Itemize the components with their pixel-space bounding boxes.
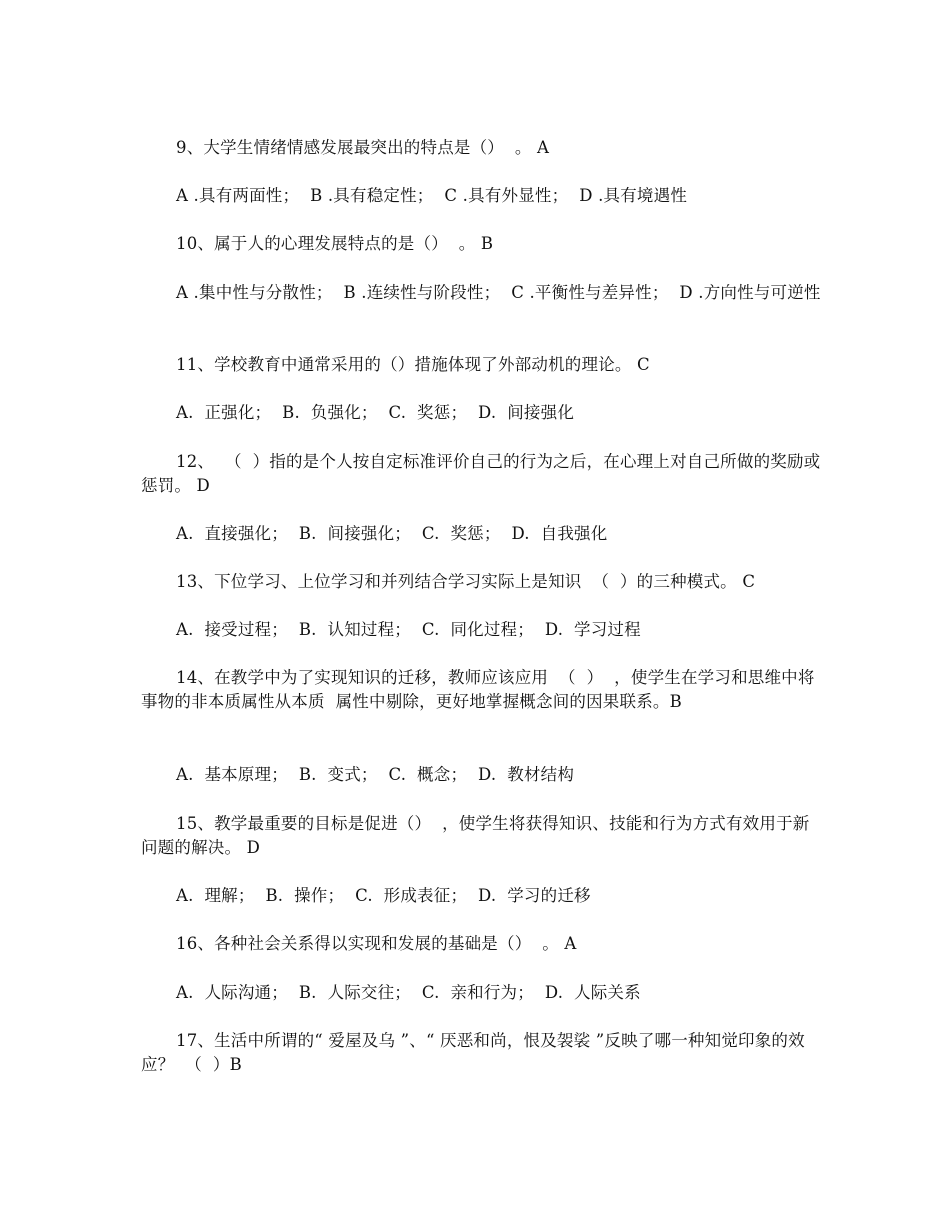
question-9-options: A .具有两面性； B .具有稳定性； C .具有外显性； D .具有境遇性 bbox=[176, 186, 688, 205]
question-11-options: A. 正强化； B. 负强化； C. 奖惩； D. 间接强化 bbox=[176, 403, 575, 422]
question-10-options: A .集中性与分散性； B .连续性与阶段性； C .平衡性与差异性； D .方向性与可逆性 bbox=[176, 283, 821, 302]
question-16-options: A. 人际沟通； B. 人际交往； C. 亲和行为； D. 人际关系 bbox=[176, 983, 641, 1002]
question-14-stem: 14、在教学中为了实现知识的迁移，教师应该应用 （ ） ，使学生在学习和思维中将事物的非本质属性从本质 属性中剔除，更好地掌握概念间的因果联系。B bbox=[141, 668, 815, 711]
question-16-stem: 16、各种社会关系得以实现和发展的基础是（） 。 A bbox=[176, 934, 577, 953]
question-12-stem: 12、 （ ）指的是个人按自定标准评价自己的行为之后，在心理上对自己所做的奖励或惩罚。 D bbox=[141, 452, 821, 495]
question-13-stem: 13、下位学习、上位学习和并列结合学习实际上是知识 （ ）的三种模式。 C bbox=[176, 572, 756, 591]
question-14-options: A. 基本原理； B. 变式； C. 概念； D. 教材结构 bbox=[176, 765, 575, 784]
question-15-options: A. 理解； B. 操作； C. 形成表征； D. 学习的迁移 bbox=[176, 886, 591, 905]
question-17-stem: 17、生活中所谓的“ 爱屋及乌 ”、“ 厌恶和尚，恨及袈裟 ”反映了哪一种知觉印象的效应？ （ ）B bbox=[141, 1031, 805, 1074]
question-12-options: A. 直接强化； B. 间接强化； C. 奖惩； D. 自我强化 bbox=[176, 524, 608, 543]
question-11-stem: 11、学校教育中通常采用的（）措施体现了外部动机的理论。 C bbox=[176, 355, 650, 374]
question-13-options: A. 接受过程； B. 认知过程； C. 同化过程； D. 学习过程 bbox=[176, 620, 641, 639]
question-15-stem: 15、教学最重要的目标是促进（） ，使学生将获得知识、技能和行为方式有效用于新问题的解决。 D bbox=[141, 814, 810, 857]
question-9-stem: 9、大学生情绪情感发展最突出的特点是（） 。 A bbox=[176, 138, 550, 157]
question-10-stem: 10、属于人的心理发展特点的是（） 。 B bbox=[176, 234, 494, 253]
